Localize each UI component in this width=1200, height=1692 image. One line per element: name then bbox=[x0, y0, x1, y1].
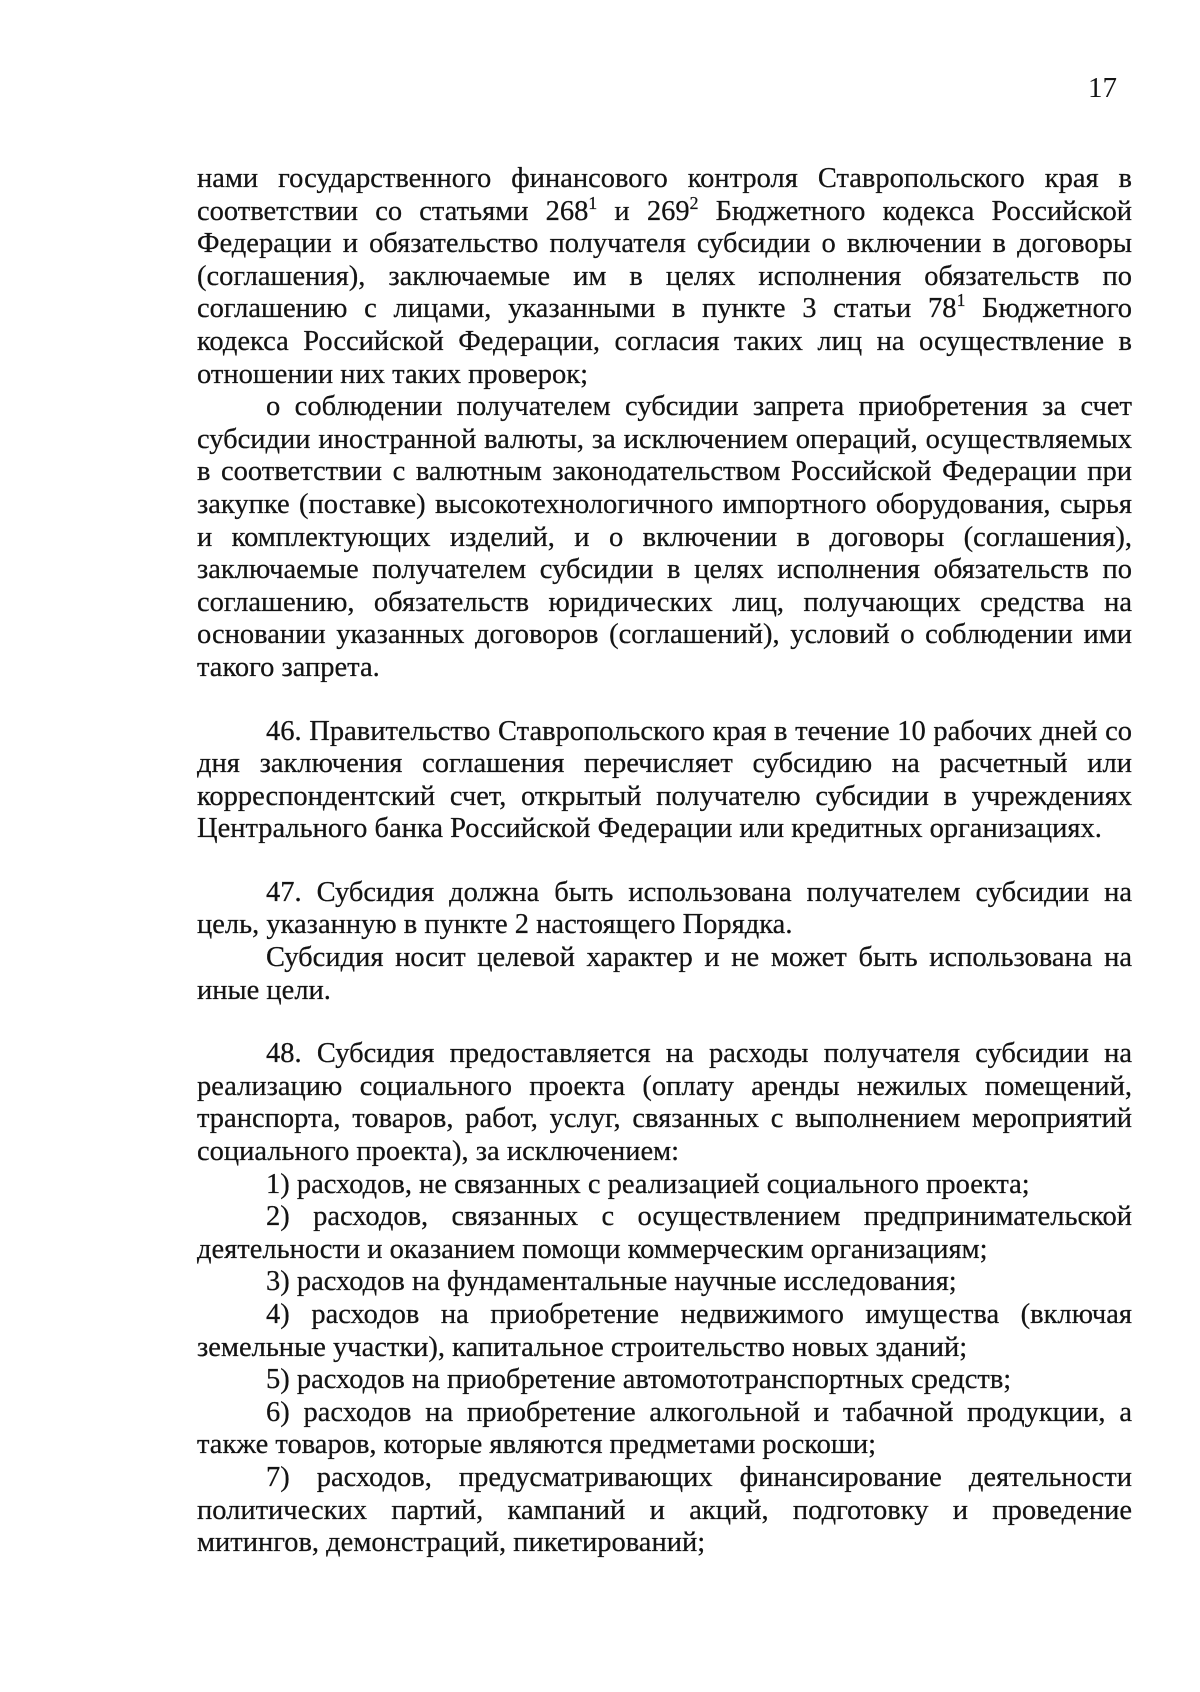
list-item: 5) расходов на приобретение автомототранспортных средств; bbox=[266, 1364, 1012, 1396]
list-item: 3) расходов на фундаментальные научные исследования; bbox=[266, 1266, 957, 1298]
list-item: 1) расходов, не связанных с реализацией социального проекта; bbox=[266, 1168, 1030, 1200]
list-item: 7) расходов, предусматривающих финансирование деятельности политических партий, кампаний и акций, подготовку и проведение митингов, демонстраций, пикетирований; bbox=[197, 1461, 1132, 1559]
paragraph-state-control-continuation: нами государственного финансового контроля Ставропольского края в соответствии со статьями $268^1$ и $269^2$ Бюджетного кодекса Российской Федерации и обязательство получателя субсидии о включении в договоры (соглашения), заключаемые им в целях исполнения обязательств по соглашению с лицами, указанными в пункте 3 статьи $78^1$ Бюджетного кодекса Российской Федерации, согласия таких лиц на осуществление в отношении них таких проверок; bbox=[197, 163, 1132, 390]
superscript: 2 bbox=[689, 192, 699, 213]
paragraph-item-48: 48. Субсидия предоставляется на расходы получателя субсидии на реализацию социального проекта (оплату аренды нежилых помещений, транспорта, товаров, работ, услуг, связанных с выполнением мероприятий социального проекта), за исключением: bbox=[197, 1038, 1132, 1168]
paragraph-item-47: 47. Субсидия должна быть использована получателем субсидии на цель, указанную в пункте 2 настоящего Порядка. bbox=[197, 876, 1132, 941]
list-item: 2) расходов, связанных с осуществлением предпринимательской деятельности и оказанием помощи коммерческим организациям; bbox=[197, 1201, 1132, 1265]
list-item: 4) расходов на приобретение недвижимого имущества (включая земельные участки), капитальное строительство новых зданий; bbox=[197, 1299, 1132, 1363]
document-body bbox=[197, 163, 1132, 1560]
list-item: 6) расходов на приобретение алкогольной и табачной продукции, а также товаров, которые являются предметами роскоши; bbox=[197, 1396, 1132, 1461]
paragraph-currency-ban: о соблюдении получателем субсидии запрета приобретения за счет субсидии иностранной валюты, за исключением операций, осуществляемых в соответствии с валютным законодательством Российской Федерации при закупке (поставке) высокотехнологичного импортного оборудования, сырья и комплектующих изделий, и о включении в договоры (соглашения), заключаемые получателем субсидии в целях исполнения обязательств по соглашению, обязательств юридических лиц, получающих средства на основании указанных договоров (соглашений), условий о соблюдении ими такого запрета. bbox=[197, 391, 1132, 683]
superscript: 1 bbox=[588, 192, 598, 213]
paragraph-target-purpose: Субсидия носит целевой характер и не может быть использована на иные цели. bbox=[197, 942, 1132, 1006]
paragraph-item-46: 46. Правительство Ставропольского края в течение 10 рабочих дней со дня заключения соглашения перечисляет субсидию на расчетный или корреспондентский счет, открытый получателю субсидии в учреждениях Центрального банка Российской Федерации или кредитных организациях. bbox=[197, 715, 1132, 845]
page-number: 17 bbox=[1088, 72, 1117, 104]
superscript: 1 bbox=[956, 290, 966, 311]
